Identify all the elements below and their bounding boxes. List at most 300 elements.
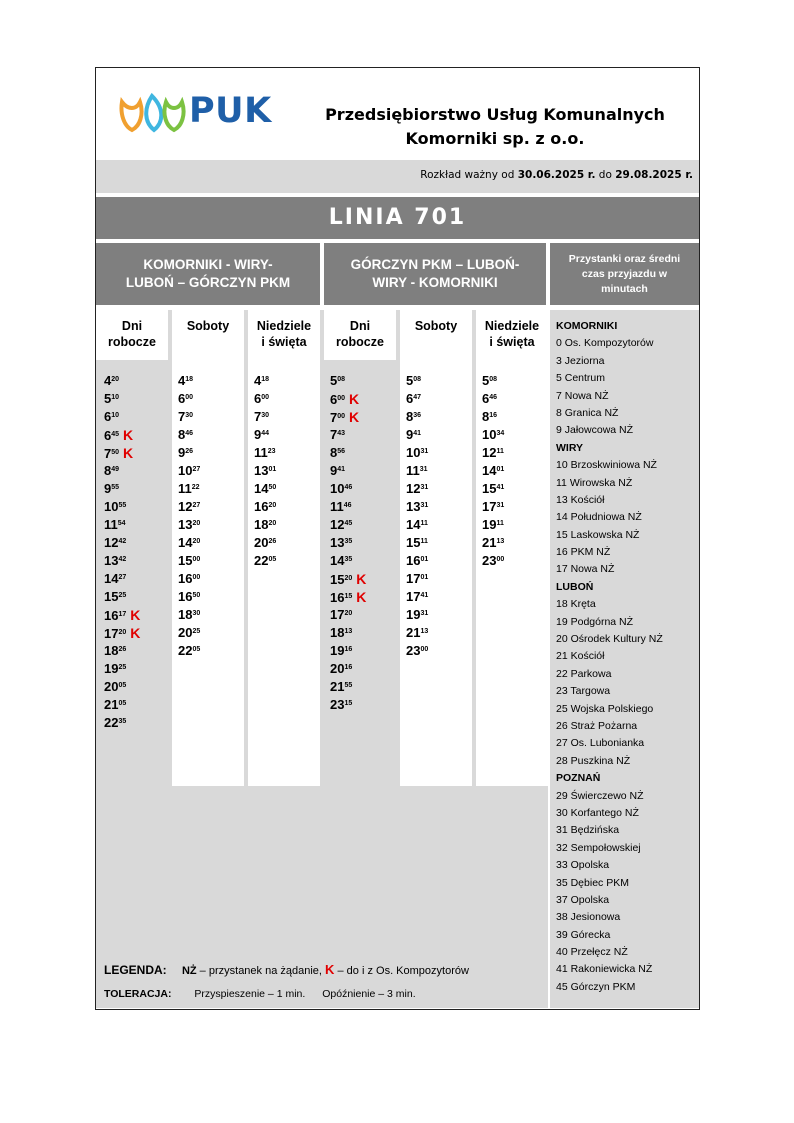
departure-hour: 12 <box>482 445 497 460</box>
departure-hour: 19 <box>406 607 421 622</box>
departure-minute: 01 <box>420 556 429 563</box>
departure-minute: 35 <box>344 556 353 563</box>
departure-hour: 16 <box>178 589 193 604</box>
departure-time <box>104 642 140 660</box>
departure-hour: 20 <box>178 625 193 640</box>
departure-hour: 16 <box>104 608 119 623</box>
departure-minute: 00 <box>337 395 346 402</box>
departure-time <box>254 480 276 498</box>
departure-hour: 7 <box>254 409 262 424</box>
departure-minute: 50 <box>268 484 277 491</box>
stop-item: 9 Jałowcowa NŻ <box>556 424 634 437</box>
logo-text: PUK <box>189 91 272 131</box>
legend-label: LEGENDA: <box>104 963 167 977</box>
departure-time <box>104 570 140 588</box>
stops-city-heading: POZNAŃ <box>556 772 601 785</box>
stops-header-line1: Przystanki oraz średni <box>568 252 681 265</box>
departure-minute: 25 <box>118 592 127 599</box>
stop-item: 22 Parkowa <box>556 667 612 680</box>
departure-hour: 16 <box>254 499 269 514</box>
stop-item: 38 Jesionowa <box>556 911 621 924</box>
stops-header <box>550 243 699 305</box>
legend-nz-desc: – przystanek na żądanie, <box>196 965 326 977</box>
departure-hour: 17 <box>406 589 421 604</box>
departure-time <box>482 462 504 480</box>
stop-item: 30 Korfantego NŻ <box>556 806 639 819</box>
departure-minute: 41 <box>420 592 429 599</box>
departure-hour: 8 <box>406 409 414 424</box>
departure-time <box>406 480 428 498</box>
dir1-weekday-header-line2: robocze <box>108 335 156 349</box>
departure-minute: 35 <box>344 538 353 545</box>
departure-minute: 42 <box>118 538 127 545</box>
departure-minute: 00 <box>496 556 505 563</box>
departure-time <box>406 516 428 534</box>
dir2-sunday-header <box>476 310 548 360</box>
tolerance <box>104 988 416 1000</box>
departure-hour: 14 <box>254 481 269 496</box>
stop-item: 19 Podgórna NŻ <box>556 615 634 628</box>
departure-time <box>254 408 276 426</box>
departure-time <box>330 624 366 642</box>
departure-hour: 18 <box>104 643 119 658</box>
departure-minute: 08 <box>413 376 422 383</box>
departure-hour: 14 <box>482 463 497 478</box>
stop-item: 20 Ośrodek Kultury NŻ <box>556 633 663 646</box>
stop-item: 5 Centrum <box>556 372 606 385</box>
departure-hour: 9 <box>330 463 338 478</box>
departure-hour: 14 <box>330 553 345 568</box>
departure-hour: 20 <box>254 535 269 550</box>
departure-time <box>104 660 140 678</box>
departure-hour: 6 <box>330 392 338 407</box>
departure-minute: 26 <box>118 646 127 653</box>
departure-hour: 6 <box>482 391 490 406</box>
departure-time <box>330 408 366 426</box>
departure-time <box>104 408 140 426</box>
dir2-saturday-header-line1: Soboty <box>414 319 458 333</box>
departure-hour: 11 <box>254 445 268 460</box>
k-marker: K <box>356 589 367 605</box>
departure-time <box>330 426 366 444</box>
stops-list <box>556 318 663 996</box>
departure-hour: 11 <box>330 499 344 514</box>
departure-time <box>104 390 140 408</box>
departure-hour: 14 <box>406 517 421 532</box>
departure-hour: 21 <box>482 535 497 550</box>
validity-prefix: Rozkład ważny od <box>420 169 518 181</box>
departure-time <box>330 390 366 408</box>
departure-minute: 26 <box>185 448 194 455</box>
dir2-weekday-header <box>324 310 396 360</box>
dir1-sunday-header-line1: Niedziele <box>256 319 312 333</box>
departure-minute: 16 <box>344 646 353 653</box>
departure-hour: 17 <box>406 571 421 586</box>
departure-hour: 6 <box>178 391 186 406</box>
departure-hour: 11 <box>406 463 420 478</box>
departure-hour: 23 <box>482 553 497 568</box>
departure-minute: 41 <box>413 430 422 437</box>
departure-time <box>178 570 200 588</box>
departure-time <box>406 426 428 444</box>
departure-hour: 6 <box>104 428 112 443</box>
dir1-sunday-times <box>254 372 276 570</box>
departure-minute: 17 <box>118 611 127 618</box>
departure-minute: 00 <box>420 646 429 653</box>
departure-hour: 10 <box>178 463 193 478</box>
departure-minute: 08 <box>337 376 346 383</box>
departure-minute: 26 <box>268 538 277 545</box>
departure-time <box>104 678 140 696</box>
validity-from: 30.06.2025 r. <box>517 169 596 181</box>
departure-time <box>178 480 200 498</box>
departure-time <box>330 552 366 570</box>
departure-minute: 55 <box>344 682 353 689</box>
stop-item: 37 Opolska <box>556 893 610 906</box>
stops-header-line2: czas przyjazdu w <box>581 267 668 280</box>
direction-2-line2: WIRY - KOMORNIKI <box>372 275 498 290</box>
departure-minute: 05 <box>268 556 277 563</box>
stop-item: 11 Wirowska NŻ <box>556 476 633 489</box>
departure-minute: 22 <box>191 484 200 491</box>
departure-minute: 13 <box>344 628 353 635</box>
departure-minute: 08 <box>489 376 498 383</box>
departure-hour: 15 <box>330 572 345 587</box>
departure-time <box>178 606 200 624</box>
departure-minute: 18 <box>261 376 270 383</box>
departure-minute: 27 <box>192 502 201 509</box>
departure-hour: 9 <box>178 445 186 460</box>
departure-minute: 20 <box>192 538 201 545</box>
departure-hour: 9 <box>104 481 112 496</box>
departure-hour: 15 <box>104 589 119 604</box>
k-marker: K <box>123 445 134 461</box>
departure-time <box>254 552 276 570</box>
departure-time <box>254 372 276 390</box>
departure-hour: 13 <box>406 499 421 514</box>
dir2-weekday-header-line1: Dni <box>349 319 371 333</box>
departure-hour: 5 <box>104 391 112 406</box>
departure-time <box>406 624 428 642</box>
departure-minute: 11 <box>496 520 504 527</box>
departure-hour: 10 <box>406 445 421 460</box>
departure-time <box>482 516 504 534</box>
departure-hour: 17 <box>104 626 119 641</box>
departure-minute: 11 <box>420 538 428 545</box>
departure-time <box>104 372 140 390</box>
departure-minute: 20 <box>192 520 201 527</box>
stop-item: 8 Granica NŻ <box>556 406 619 419</box>
departure-minute: 23 <box>267 448 276 455</box>
departure-hour: 7 <box>178 409 186 424</box>
company-name-line2: Komorniki sp. z o.o. <box>405 129 585 148</box>
departure-minute: 27 <box>192 466 201 473</box>
departure-minute: 41 <box>496 484 505 491</box>
departure-hour: 23 <box>330 697 345 712</box>
departure-hour: 6 <box>104 409 112 424</box>
departure-minute: 01 <box>496 466 505 473</box>
departure-minute: 45 <box>111 431 120 438</box>
departure-minute: 41 <box>337 466 346 473</box>
dir1-saturday-times <box>178 372 200 660</box>
dir1-weekday-times <box>104 372 140 732</box>
departure-time <box>482 552 504 570</box>
validity-bar <box>96 160 699 193</box>
departure-hour: 19 <box>330 643 345 658</box>
stop-item: 17 Nowa NŻ <box>556 563 615 576</box>
departure-time <box>178 498 200 516</box>
departure-hour: 20 <box>330 661 345 676</box>
departure-time <box>178 462 200 480</box>
departure-minute: 10 <box>111 412 120 419</box>
departure-hour: 16 <box>406 553 421 568</box>
departure-time <box>482 426 504 444</box>
dir1-weekday-header-line1: Dni <box>121 319 143 333</box>
departure-time <box>406 606 428 624</box>
departure-time <box>178 390 200 408</box>
departure-time <box>104 462 140 480</box>
departure-minute: 13 <box>420 628 429 635</box>
stop-item: 18 Kręta <box>556 598 596 611</box>
departure-minute: 31 <box>419 466 428 473</box>
departure-hour: 18 <box>254 517 269 532</box>
departure-hour: 6 <box>406 391 414 406</box>
departure-minute: 50 <box>111 449 120 456</box>
departure-minute: 00 <box>185 394 194 401</box>
departure-hour: 13 <box>330 535 345 550</box>
departure-minute: 35 <box>118 718 127 725</box>
departure-time <box>178 426 200 444</box>
departure-hour: 11 <box>104 517 118 532</box>
departure-hour: 4 <box>178 373 186 388</box>
stop-item: 0 Os. Kompozytorów <box>556 337 654 350</box>
dir2-saturday-times <box>406 372 428 660</box>
departure-minute: 46 <box>343 502 352 509</box>
departure-minute: 49 <box>111 466 120 473</box>
departure-minute: 01 <box>420 574 429 581</box>
departure-minute: 25 <box>192 628 201 635</box>
departure-time <box>104 426 140 444</box>
dir2-sunday-times <box>482 372 504 570</box>
departure-time <box>330 372 366 390</box>
direction-2-line1: GÓRCZYN PKM – LUBOŃ- <box>350 257 520 272</box>
departure-time <box>330 498 366 516</box>
departure-hour: 11 <box>178 481 192 496</box>
departure-minute: 16 <box>489 412 498 419</box>
departure-minute: 46 <box>344 484 353 491</box>
departure-minute: 15 <box>344 700 353 707</box>
stop-item: 10 Brzoskwiniowa NŻ <box>556 459 657 472</box>
departure-minute: 31 <box>420 610 429 617</box>
departure-time <box>406 462 428 480</box>
departure-hour: 20 <box>104 679 119 694</box>
departure-hour: 13 <box>178 517 193 532</box>
departure-minute: 20 <box>344 610 353 617</box>
departure-minute: 00 <box>192 556 201 563</box>
departure-minute: 20 <box>344 575 353 582</box>
departure-hour: 7 <box>330 427 338 442</box>
departure-time <box>178 642 200 660</box>
departure-time <box>178 534 200 552</box>
departure-time <box>330 606 366 624</box>
departure-time <box>406 444 428 462</box>
departure-minute: 00 <box>337 413 346 420</box>
departure-hour: 16 <box>178 571 193 586</box>
stop-item: 45 Górczyn PKM <box>556 980 636 993</box>
departure-time <box>482 444 504 462</box>
departure-time <box>330 588 366 606</box>
departure-hour: 8 <box>330 445 338 460</box>
departure-hour: 18 <box>178 607 193 622</box>
departure-hour: 14 <box>178 535 193 550</box>
departure-minute: 25 <box>118 664 127 671</box>
departure-minute: 56 <box>337 448 346 455</box>
stop-item: 13 Kościół <box>556 493 605 506</box>
departure-hour: 12 <box>178 499 193 514</box>
departure-minute: 55 <box>111 484 120 491</box>
departure-minute: 27 <box>118 574 127 581</box>
stop-item: 15 Laskowska NŻ <box>556 528 640 541</box>
departure-time <box>330 642 366 660</box>
departure-minute: 20 <box>118 629 127 636</box>
stop-item: 16 PKM NŻ <box>556 546 611 559</box>
departure-time <box>104 624 140 642</box>
tolerance-label: TOLERACJA: <box>104 988 172 1000</box>
departure-hour: 22 <box>104 715 119 730</box>
departure-minute: 10 <box>111 394 120 401</box>
stop-item: 33 Opolska <box>556 859 610 872</box>
departure-time <box>482 498 504 516</box>
departure-time <box>330 660 366 678</box>
departure-time <box>254 444 276 462</box>
departure-time <box>178 372 200 390</box>
departure-minute: 50 <box>192 592 201 599</box>
dir2-weekday-header-line2: robocze <box>336 335 384 349</box>
departure-minute: 55 <box>118 502 127 509</box>
departure-minute: 46 <box>185 430 194 437</box>
stop-item: 29 Świerczewo NŻ <box>556 789 644 802</box>
departure-minute: 30 <box>185 412 194 419</box>
stop-item: 25 Wojska Polskiego <box>556 702 654 715</box>
departure-time <box>254 462 276 480</box>
departure-minute: 43 <box>337 430 346 437</box>
departure-hour: 13 <box>254 463 269 478</box>
departure-time <box>330 516 366 534</box>
departure-time <box>178 624 200 642</box>
departure-hour: 8 <box>178 427 186 442</box>
departure-minute: 45 <box>344 520 353 527</box>
departure-minute: 31 <box>420 484 429 491</box>
departure-hour: 21 <box>406 625 421 640</box>
stop-item: 21 Kościół <box>556 650 605 663</box>
departure-time <box>254 534 276 552</box>
departure-hour: 4 <box>254 373 262 388</box>
departure-time <box>406 552 428 570</box>
departure-time <box>104 516 140 534</box>
departure-hour: 5 <box>482 373 490 388</box>
departure-time <box>178 588 200 606</box>
stop-item: 3 Jeziorna <box>556 354 605 367</box>
direction-1-header <box>96 243 320 305</box>
departure-minute: 34 <box>496 430 505 437</box>
departure-time <box>406 408 428 426</box>
stop-item: 39 Górecka <box>556 928 611 941</box>
departure-hour: 10 <box>104 499 119 514</box>
departure-hour: 22 <box>178 643 193 658</box>
departure-time <box>104 534 140 552</box>
stops-city-heading: LUBOŃ <box>556 580 594 593</box>
departure-hour: 21 <box>330 679 345 694</box>
stops-header-line3: minutach <box>601 282 648 295</box>
tolerance-late: Opóźnienie – 3 min. <box>322 988 416 1000</box>
departure-time <box>254 390 276 408</box>
departure-hour: 12 <box>330 517 345 532</box>
legend-k: K <box>325 962 335 977</box>
departure-minute: 54 <box>117 520 126 527</box>
tolerance-early: Przyspieszenie – 1 min. <box>194 988 306 1000</box>
stop-item: 7 Nowa NŻ <box>556 389 609 402</box>
departure-hour: 6 <box>254 391 262 406</box>
departure-time <box>406 534 428 552</box>
departure-time <box>406 570 428 588</box>
dir2-sunday-header-line2: i święta <box>489 335 535 349</box>
departure-minute: 00 <box>192 574 201 581</box>
dir1-sunday-header-line2: i święta <box>261 335 307 349</box>
direction-1-line1: KOMORNIKI - WIRY- <box>143 257 273 272</box>
validity-mid: do <box>595 169 616 181</box>
departure-time <box>482 372 504 390</box>
departure-time <box>406 372 428 390</box>
departure-hour: 12 <box>104 535 119 550</box>
departure-hour: 10 <box>482 427 497 442</box>
departure-minute: 13 <box>496 538 505 545</box>
departure-hour: 7 <box>330 410 338 425</box>
departure-time <box>482 480 504 498</box>
stops-city-heading: KOMORNIKI <box>556 320 618 332</box>
departure-minute: 16 <box>344 664 353 671</box>
departure-time <box>330 480 366 498</box>
departure-time <box>482 534 504 552</box>
departure-time <box>330 444 366 462</box>
departure-hour: 8 <box>104 463 112 478</box>
stop-item: 35 Dębiec PKM <box>556 876 629 889</box>
stop-item: 26 Straż Pożarna <box>556 719 638 732</box>
legend <box>104 962 469 977</box>
departure-minute: 20 <box>111 376 120 383</box>
departure-minute: 47 <box>413 394 422 401</box>
departure-hour: 9 <box>254 427 262 442</box>
departure-time <box>104 552 140 570</box>
departure-minute: 05 <box>118 700 127 707</box>
k-marker: K <box>349 391 360 407</box>
direction-1-line2: LUBOŃ – GÓRCZYN PKM <box>125 275 291 290</box>
departure-minute: 36 <box>413 412 422 419</box>
departure-minute: 44 <box>261 430 270 437</box>
departure-minute: 05 <box>192 646 201 653</box>
departure-time <box>178 444 200 462</box>
departure-hour: 19 <box>104 661 119 676</box>
departure-hour: 10 <box>330 481 345 496</box>
k-marker: K <box>349 409 360 425</box>
departure-minute: 31 <box>420 448 429 455</box>
departure-time <box>330 696 366 714</box>
stop-item: 27 Os. Lubonianka <box>556 737 645 750</box>
validity-text <box>420 169 693 181</box>
company-name-line1: Przedsiębiorstwo Usług Komunalnych <box>325 105 665 124</box>
stop-item: 41 Rakoniewicka NŻ <box>556 963 653 976</box>
departure-time <box>254 498 276 516</box>
departure-hour: 4 <box>104 373 112 388</box>
